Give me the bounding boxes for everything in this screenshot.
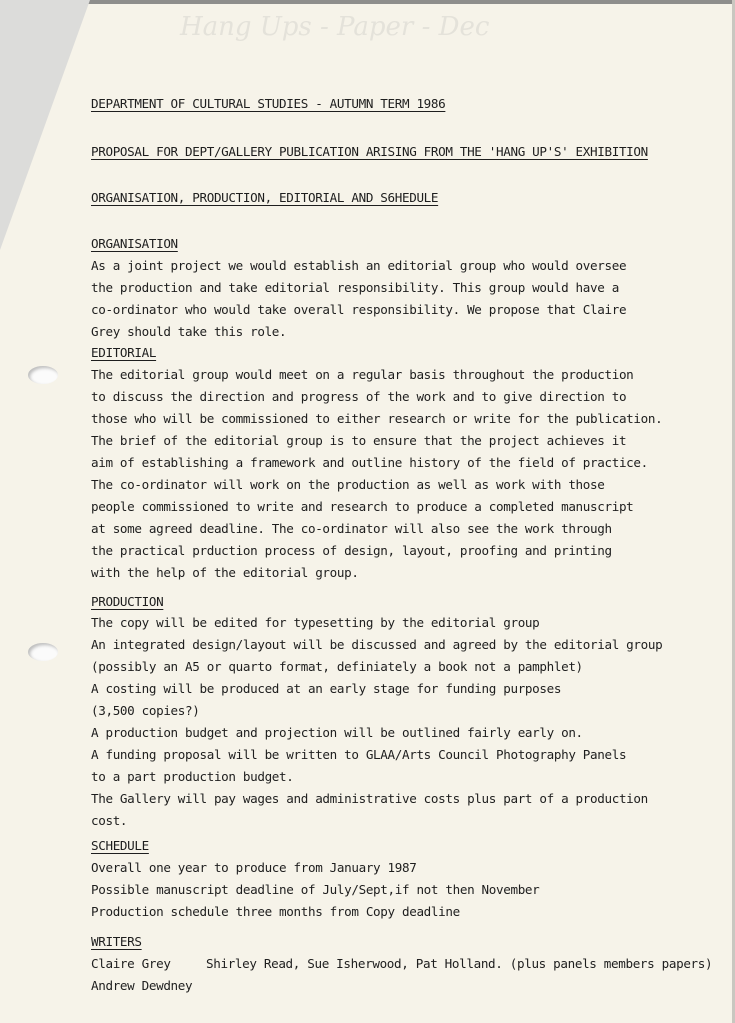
production-line: to a part production budget. <box>91 769 294 784</box>
page-top-edge <box>0 0 735 4</box>
editorial-line: at some agreed deadline. The co-ordinator will also see the work through <box>91 521 612 536</box>
organisation-line: As a joint project we would establish an editorial group who would oversee <box>91 258 627 273</box>
editorial-heading: EDITORIAL <box>91 345 157 360</box>
schedule-heading: SCHEDULE <box>91 838 149 853</box>
editorial-line: to discuss the direction and progress of the work and to give direction to <box>91 389 627 404</box>
faint-handwriting: Hang Ups - Paper - Dec <box>180 12 490 42</box>
schedule-line: Possible manuscript deadline of July/Sept,if not then November <box>91 882 540 897</box>
writer-name: Claire Grey <box>91 956 171 971</box>
document-header: DEPARTMENT OF CULTURAL STUDIES - AUTUMN TERM 1986 <box>91 96 446 111</box>
document-subtitle: ORGANISATION, PRODUCTION, EDITORIAL AND S6HEDULE <box>91 190 439 205</box>
editorial-line: The brief of the editorial group is to ensure that the project achieves it <box>91 433 627 448</box>
production-line: (possibly an A5 or quarto format, definiately a book not a pamphlet) <box>91 659 583 674</box>
writer-name: Andrew Dewdney <box>91 978 193 993</box>
production-line: A funding proposal will be written to GLAA/Arts Council Photography Panels <box>91 747 627 762</box>
organisation-line: Grey should take this role. <box>91 324 287 339</box>
production-line: (3,500 copies?) <box>91 703 200 718</box>
schedule-line: Production schedule three months from Copy deadline <box>91 904 460 919</box>
writers-heading: WRITERS <box>91 934 142 949</box>
organisation-line: the production and take editorial responsibility. This group would have a <box>91 280 619 295</box>
editorial-line: with the help of the editorial group. <box>91 565 359 580</box>
production-line: A production budget and projection will be outlined fairly early on. <box>91 725 583 740</box>
editorial-line: those who will be commissioned to either research or write for the publication. <box>91 411 663 426</box>
editorial-line: people commissioned to write and research to produce a completed manuscript <box>91 499 634 514</box>
editorial-line: aim of establishing a framework and outline history of the field of practice. <box>91 455 648 470</box>
editorial-line: The co-ordinator will work on the production as well as work with those <box>91 477 605 492</box>
folded-corner <box>0 0 90 250</box>
editorial-line: The editorial group would meet on a regular basis throughout the production <box>91 367 634 382</box>
punch-hole-top <box>28 366 58 384</box>
production-heading: PRODUCTION <box>91 594 164 609</box>
production-line: cost. <box>91 813 128 828</box>
production-line: A costing will be produced at an early stage for funding purposes <box>91 681 562 696</box>
organisation-line: co-ordinator who would take overall responsibility. We propose that Claire <box>91 302 627 317</box>
punch-hole-bottom <box>28 643 58 661</box>
organisation-heading: ORGANISATION <box>91 236 178 251</box>
production-line: The copy will be edited for typesetting by the editorial group <box>91 615 540 630</box>
writers-additional: Shirley Read, Sue Isherwood, Pat Holland. (plus panels members papers) <box>206 956 713 971</box>
schedule-line: Overall one year to produce from January 1987 <box>91 860 417 875</box>
production-line: The Gallery will pay wages and administrative costs plus part of a production <box>91 791 648 806</box>
production-line: An integrated design/layout will be discussed and agreed by the editorial group <box>91 637 663 652</box>
document-title: PROPOSAL FOR DEPT/GALLERY PUBLICATION ARISING FROM THE 'HANG UP'S' EXHIBITION <box>91 144 648 159</box>
editorial-line: the practical prduction process of design, layout, proofing and printing <box>91 543 612 558</box>
